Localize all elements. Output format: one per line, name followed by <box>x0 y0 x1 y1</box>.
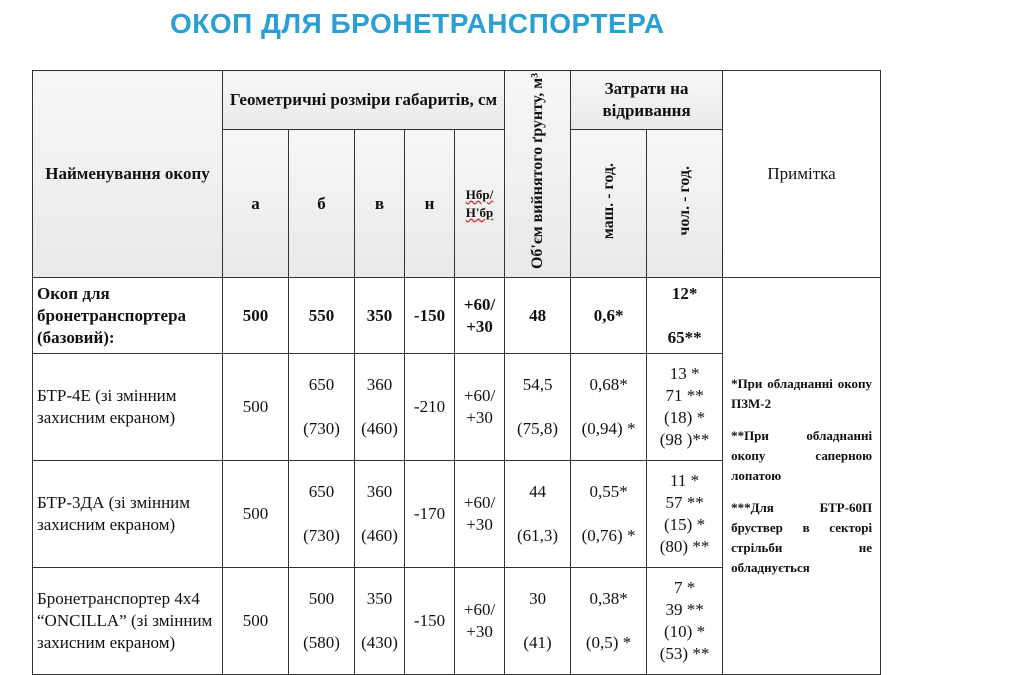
cell-chol <box>647 278 723 354</box>
cell-chol-4: (80) ** <box>659 537 710 557</box>
cell-v-main: 360 <box>366 375 393 395</box>
note-3: ***Для БТР-60П бруствер в секторі стрільби не обладнується <box>731 500 873 576</box>
cell-h <box>455 461 505 568</box>
cell-mash-alt: (0,94) * <box>581 419 636 439</box>
cell-a: 500 <box>223 461 289 568</box>
header-volume-text: Об'єм вийнятого ґрунту, м³ <box>529 73 547 270</box>
cell-v-alt: (460) <box>361 526 398 546</box>
cell-h-top: +60/ <box>463 386 496 406</box>
cell-b-alt: (730) <box>303 419 340 439</box>
cell-mash-alt: (0,76) * <box>581 526 636 546</box>
cell-b-alt: (580) <box>303 633 340 653</box>
cell-v-alt: (430) <box>361 633 398 653</box>
cell-vol <box>505 568 571 675</box>
cell-b-main: 500 <box>308 589 335 609</box>
cell-vol-alt: (41) <box>523 633 552 653</box>
cell-chol-2: 39 ** <box>665 600 704 620</box>
cell-b-main: 650 <box>308 482 335 502</box>
cell-h-bottom: +30 <box>466 515 493 535</box>
cell-h <box>455 354 505 461</box>
note-2: **При обладнанні окопу саперною лопатою <box>731 428 873 484</box>
header-hbr <box>455 130 505 278</box>
cell-a: 500 <box>223 354 289 461</box>
cell-chol <box>647 568 723 675</box>
cell-chol-2: 71 ** <box>665 386 704 406</box>
cell-a: 500 <box>223 568 289 675</box>
cell-mash-alt: (0,5) * <box>585 633 632 653</box>
cell-vol-main: 54,5 <box>522 375 553 395</box>
cell-chol-4: (98 )** <box>659 430 710 450</box>
header-b: б <box>289 130 355 278</box>
cell-vol-alt: (75,8) <box>517 419 559 439</box>
cell-b-main: 650 <box>308 375 335 395</box>
cell-v-alt: (460) <box>361 419 398 439</box>
cell-h-bottom: +30 <box>466 408 493 428</box>
cell-vol <box>505 461 571 568</box>
cell-vol-main: 30 <box>529 589 547 609</box>
note-1: *При обладнанні окопу ПЗМ-2 <box>731 376 873 412</box>
cell-n: -150 <box>405 568 455 675</box>
row-name: Бронетранспортер 4x4 “ONCILLA” (зі змінним захисним екраном) <box>33 568 223 675</box>
cell-n: -150 <box>405 278 455 354</box>
header-v: в <box>355 130 405 278</box>
header-n: н <box>405 130 455 278</box>
cell-vol <box>505 354 571 461</box>
cell-h-top: +60/ <box>463 493 496 513</box>
cell-v <box>355 461 405 568</box>
cell-b <box>289 568 355 675</box>
cell-v: 350 <box>355 278 405 354</box>
cell-chol-1: 11 * <box>670 471 700 491</box>
cell-chol <box>647 354 723 461</box>
cell-vol: 48 <box>505 278 571 354</box>
cell-n: -210 <box>405 354 455 461</box>
header-geometry: Геометричні розміри габаритів, см <box>223 71 505 130</box>
cell-mash-main: 0,68* <box>589 375 628 395</box>
header-volume <box>505 71 571 278</box>
cell-mash <box>571 461 647 568</box>
cell-chol-2: 65** <box>667 327 702 347</box>
header-hbr-bottom: Н'бр <box>465 204 494 220</box>
cell-chol-1: 12* <box>671 283 698 303</box>
cell-mash-main: 0,55* <box>589 482 628 502</box>
cell-vol-alt: (61,3) <box>517 526 559 546</box>
row-name: Окоп для бронетранспортера (базовий): <box>33 278 223 354</box>
notes-cell <box>723 278 881 675</box>
cell-h-bottom: +30 <box>466 316 493 336</box>
trench-table <box>32 70 881 675</box>
cell-b <box>289 354 355 461</box>
cell-a: 500 <box>223 278 289 354</box>
cell-chol-1: 7 * <box>673 578 696 598</box>
row-name: БТР-3ДА (зі змінним захисним екраном) <box>33 461 223 568</box>
header-costs: Затрати на відривання <box>571 71 723 130</box>
cell-h <box>455 568 505 675</box>
cell-chol <box>647 461 723 568</box>
cell-chol-3: (18) * <box>664 408 706 428</box>
cell-mash <box>571 568 647 675</box>
cell-n: -170 <box>405 461 455 568</box>
header-hbr-top: Нбр/ <box>465 186 494 202</box>
cell-b <box>289 461 355 568</box>
cell-h-top: +60/ <box>463 600 496 620</box>
cell-b-alt: (730) <box>303 526 340 546</box>
cell-b: 550 <box>289 278 355 354</box>
page-title: ОКОП ДЛЯ БРОНЕТРАНСПОРТЕРА <box>170 8 665 39</box>
cell-h <box>455 278 505 354</box>
cell-h-bottom: +30 <box>466 622 493 642</box>
header-mash-text: маш. - год. <box>600 162 618 239</box>
row-name: БТР-4Е (зі змінним захисним екраном) <box>33 354 223 461</box>
cell-chol-3: (10) * <box>664 622 706 642</box>
header-chol-text: чол. - год. <box>676 165 694 236</box>
cell-v <box>355 354 405 461</box>
cell-v-main: 360 <box>366 482 393 502</box>
table-row <box>33 278 881 354</box>
cell-v-main: 350 <box>366 589 393 609</box>
cell-chol-4: (53) ** <box>659 644 710 664</box>
header-a: а <box>223 130 289 278</box>
cell-mash <box>571 354 647 461</box>
cell-chol-3: (15) * <box>664 515 706 535</box>
cell-mash: 0,6* <box>571 278 647 354</box>
header-mash <box>571 130 647 278</box>
cell-v <box>355 568 405 675</box>
cell-chol-1: 13 * <box>669 364 700 384</box>
cell-vol-main: 44 <box>529 482 547 502</box>
header-name: Найменування окопу <box>33 71 223 278</box>
header-note: Примітка <box>723 71 881 278</box>
cell-mash-main: 0,38* <box>589 589 628 609</box>
cell-h-top: +60/ <box>463 294 496 314</box>
cell-chol-2: 57 ** <box>665 493 704 513</box>
header-chol <box>647 130 723 278</box>
